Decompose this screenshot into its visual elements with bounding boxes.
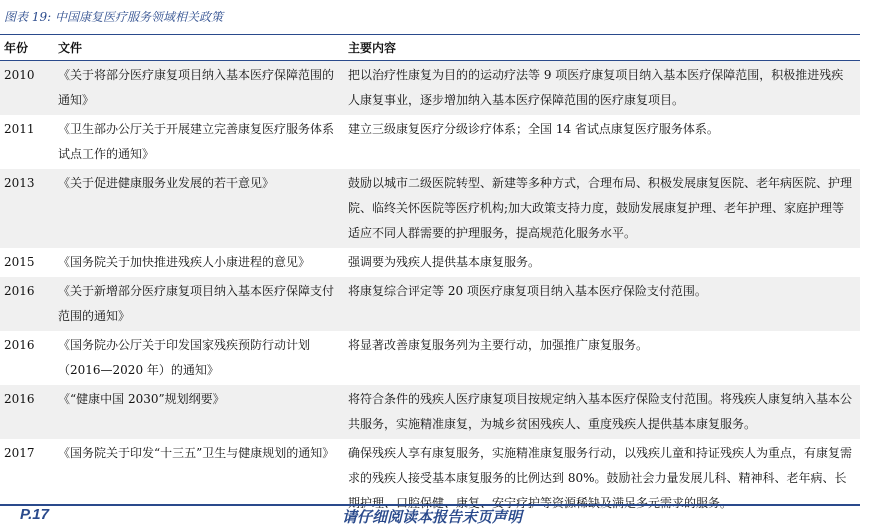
row-document: 《关于促进健康服务业发展的若干意见》: [58, 176, 275, 190]
row-content: 强调要为残疾人提供基本康复服务。: [348, 255, 541, 269]
row-document: 《国务院关于印发“十三五”卫生与健康规划的通知》: [58, 446, 335, 460]
row-document: 《国务院关于加快推进残疾人小康进程的意见》: [58, 255, 311, 269]
row-year: 2016: [4, 338, 35, 352]
row-document: 《卫生部办公厅关于开展建立完善康复医疗服务体系试点工作的通知》: [58, 122, 335, 161]
row-content: 将康复综合评定等 20 项医疗康复项目纳入基本医疗保险支付范围。: [348, 284, 707, 298]
row-document: 《“健康中国 2030”规划纲要》: [58, 392, 225, 406]
table-row: [0, 277, 860, 331]
row-year: 2013: [4, 176, 35, 190]
row-document: 《国务院办公厅关于印发国家残疾预防行动计划（2016—2020 年）的通知》: [58, 338, 311, 377]
row-content: 将符合条件的残疾人医疗康复项目按规定纳入基本医疗保险支付范围。将残疾人康复纳入基本公共服务，实施精准康复，为城乡贫困残疾人、重度残疾人提供基本康复服务。: [348, 392, 853, 431]
table-row: [0, 115, 860, 169]
table-row: [0, 61, 860, 115]
row-document: 《关于将部分医疗康复项目纳入基本医疗保障范围的通知》: [58, 68, 335, 107]
row-content: 鼓励以城市二级医院转型、新建等多种方式，合理布局、积极发展康复医院、老年病医院、护理院、临终关怀医院等医疗机构;加大政策支持力度，鼓励发展康复护理、老年护理、家庭护理等适应不同人群需要的护理服务，提高规范化服务水平。: [348, 176, 853, 240]
row-document: 《关于新增部分医疗康复项目纳入基本医疗保障支付范围的通知》: [58, 284, 335, 323]
table-row: [0, 385, 860, 439]
row-year: 2011: [4, 122, 35, 136]
policy-table: [0, 34, 860, 518]
row-year: 2016: [4, 392, 35, 406]
header-year: 年份: [4, 40, 29, 55]
footer-disclaimer: 请仔细阅读本报告末页声明: [342, 508, 523, 526]
table-header-row: [0, 35, 860, 61]
row-year: 2017: [4, 446, 35, 460]
row-content: 将显著改善康复服务列为主要行动，加强推广康复服务。: [348, 338, 649, 352]
row-content: 把以治疗性康复为目的的运动疗法等 9 项医疗康复项目纳入基本医疗保障范围，积极推进残疾人康复事业，逐步增加纳入基本医疗保障范围的医疗康复项目。: [348, 68, 844, 107]
table-row: [0, 331, 860, 385]
header-document: 文件: [58, 40, 83, 55]
row-content: 建立三级康复医疗分级诊疗体系；全国 14 省试点康复医疗服务体系。: [348, 122, 719, 136]
table-row: [0, 248, 860, 277]
table-row: [0, 169, 860, 248]
row-content: 确保残疾人享有康复服务，实施精准康复服务行动，以残疾儿童和持证残疾人为重点，有康复需求的残疾人接受基本康复服务的比例达到 80%。鼓励社会力量发展儿科、精神科、老年病、长期护理、口腔保健、康复、安宁疗护等资源稀缺及满足多元需求的服务。: [348, 446, 853, 510]
figure-caption: 图表 19: 中国康复医疗服务领域相关政策: [4, 10, 223, 24]
header-content: 主要内容: [348, 40, 397, 55]
row-year: 2016: [4, 284, 35, 298]
row-year: 2015: [4, 255, 35, 269]
row-year: 2010: [4, 68, 35, 82]
page-number: P.17: [20, 506, 49, 523]
